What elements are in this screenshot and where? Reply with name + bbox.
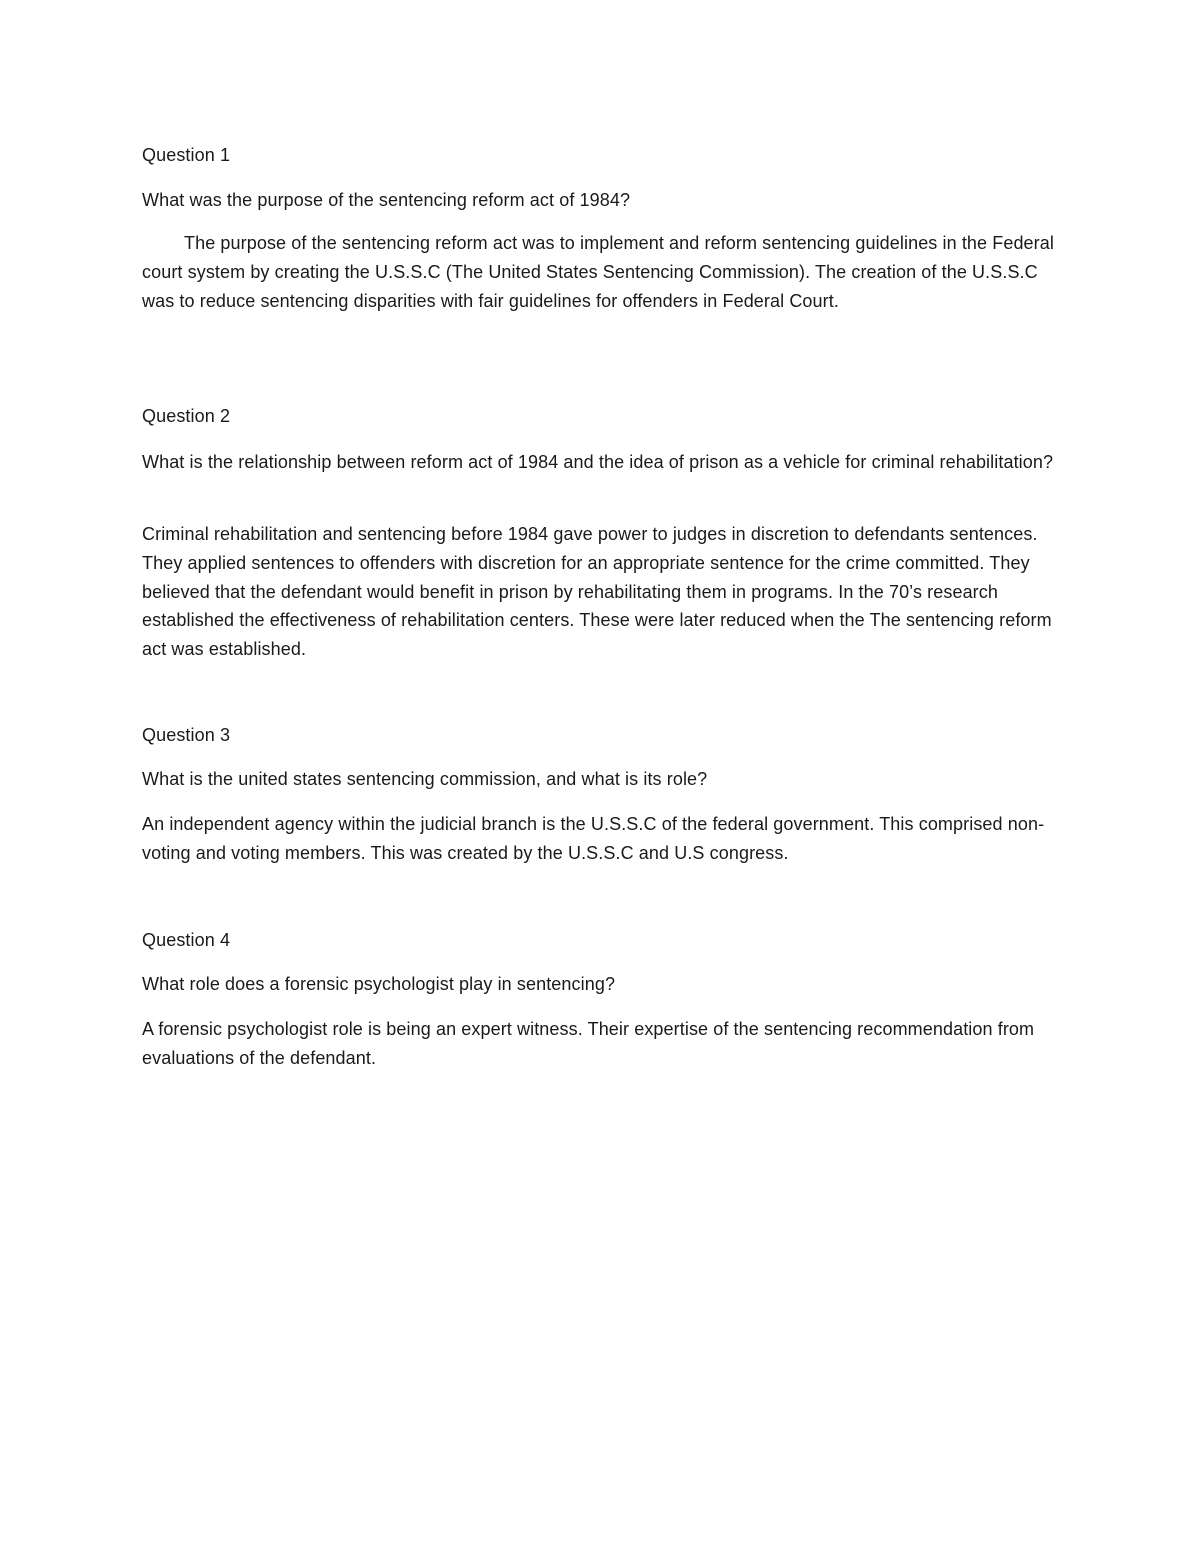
question-4-text: What role does a forensic psychologist play in sentencing? (142, 974, 616, 994)
question-4-answer: A forensic psychologist role is being an expert witness. Their expertise of the sentencing recommendation from evaluations of the defendant. (142, 1019, 1035, 1068)
question-3-answer: An independent agency within the judicial branch is the U.S.S.C of the federal government. This comprised non-voting and voting members. This was created by the U.S.S.C and U.S congress. (142, 814, 1045, 863)
question-1-text: What was the purpose of the sentencing reform act of 1984? (142, 190, 631, 210)
question-3-text: What is the united states sentencing commission, and what is its role? (142, 769, 708, 789)
question-1-answer: The purpose of the sentencing reform act was to implement and reform sentencing guidelines in the Federal court system by creating the U.S.S.C (The United States Sentencing Commission). The creation of the U.S.S.C was to reduce sentencing disparities with fair guidelines for offenders in Federal Court. (142, 233, 1054, 311)
question-2-text: What is the relationship between reform act of 1984 and the idea of prison as a vehicle for criminal rehabilitation? (142, 452, 1054, 472)
question-2-answer: Criminal rehabilitation and sentencing before 1984 gave power to judges in discretion to defendants sentences. They applied sentences to offenders with discretion for an appropriate sentence for the crime committed. They believed that the defendant would benefit in prison by rehabilitating them in programs. In the 70’s research established the effectiveness of rehabilitation centers. These were later reduced when the The sentencing reform act was established. (142, 524, 1052, 660)
question-1-heading: Question 1 (142, 145, 231, 165)
question-4-heading: Question 4 (142, 930, 231, 950)
question-2-heading: Question 2 (142, 406, 231, 426)
question-3-heading: Question 3 (142, 725, 231, 745)
